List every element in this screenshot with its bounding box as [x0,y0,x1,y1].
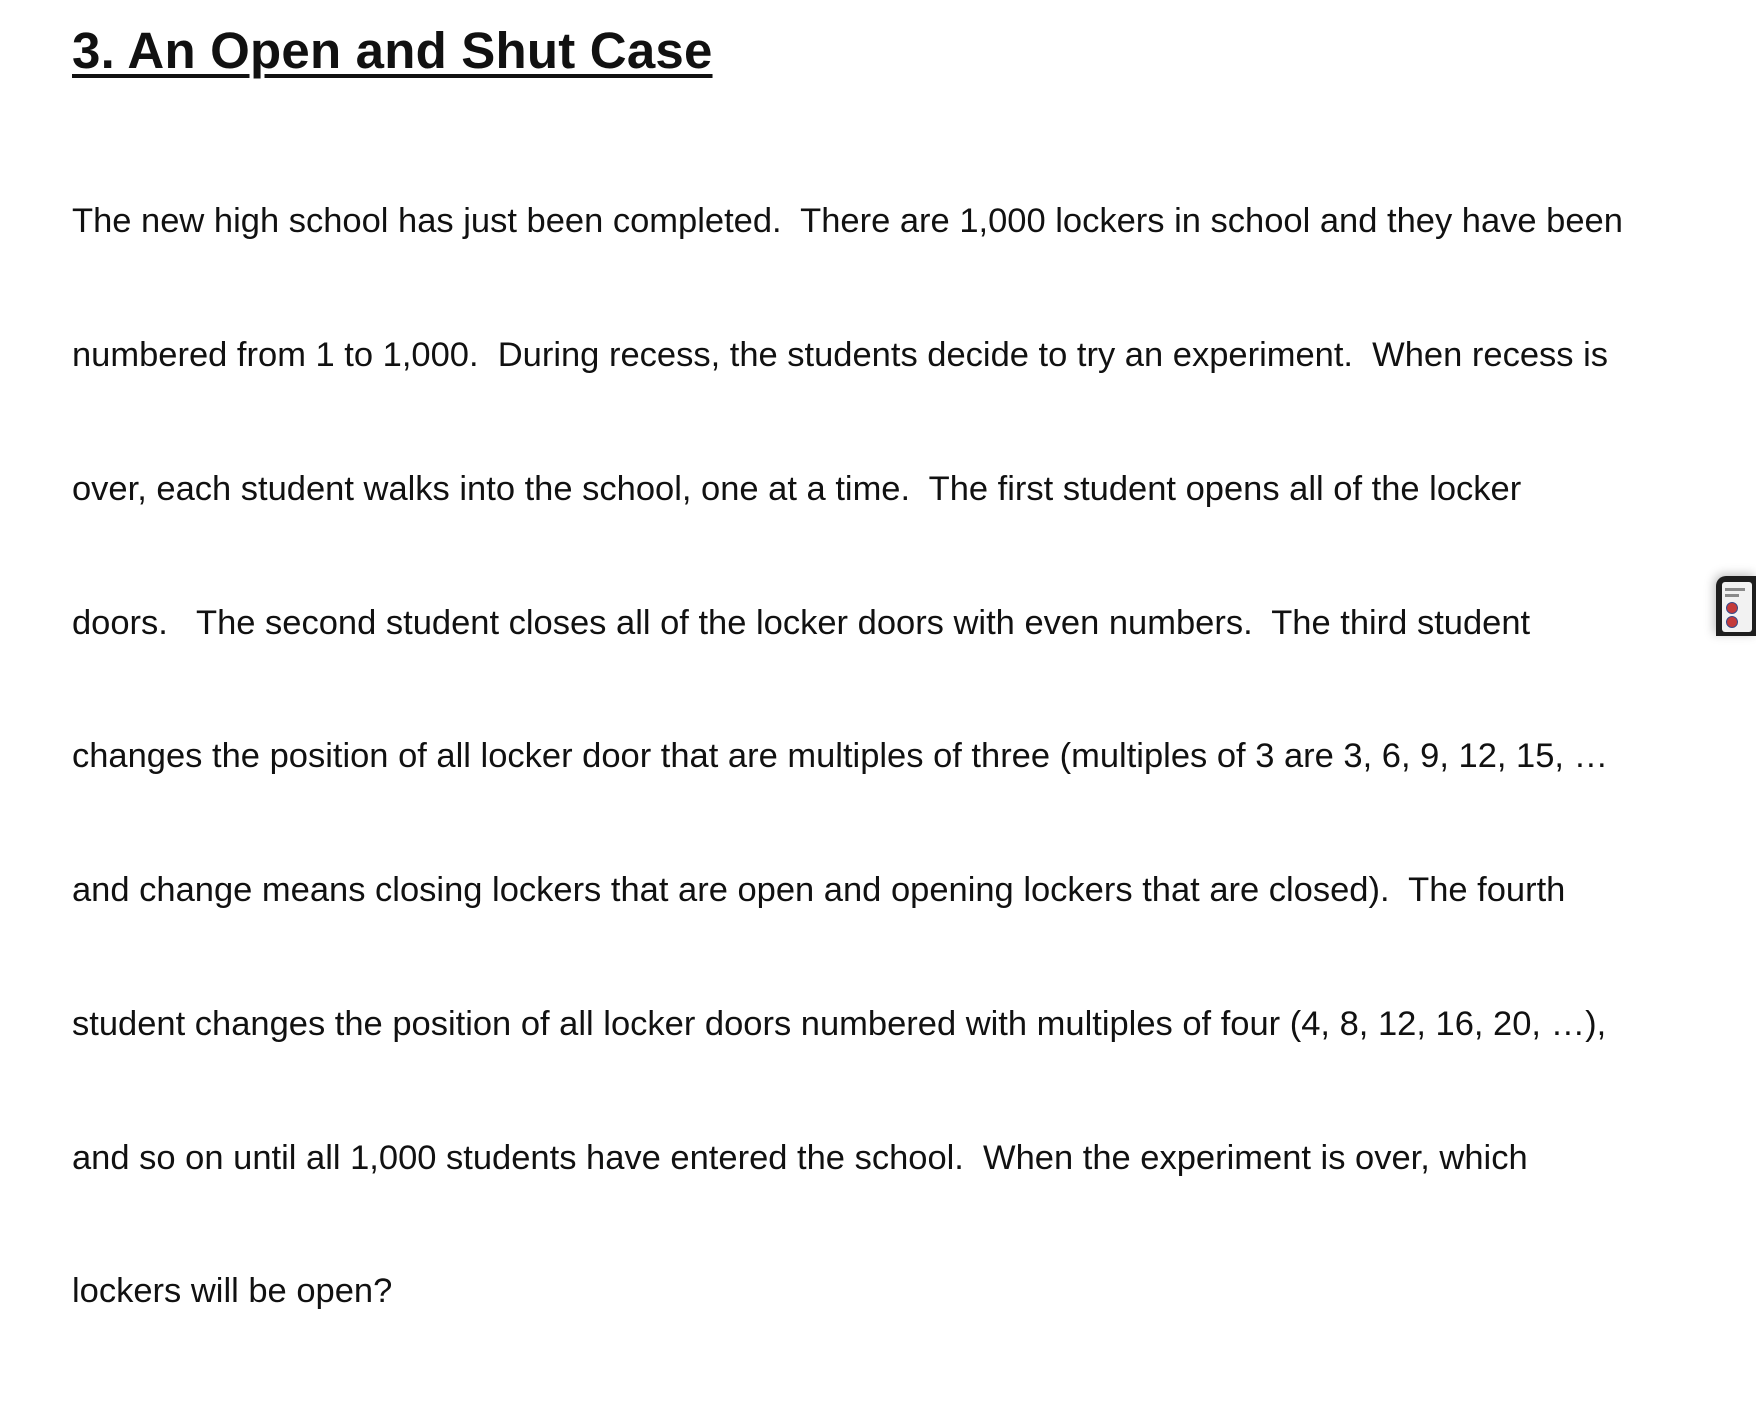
paragraph-line: over, each student walks into the school, one at a time. The first student opens all of the locker [72,469,1522,508]
paragraph-line: student changes the position of all locker doors numbered with multiples of four (4, 8, 12, 16, 20, …), [72,1004,1607,1043]
paragraph-line: lockers will be open? [72,1272,393,1311]
paragraph-line: and so on until all 1,000 students have entered the school. When the experiment is over, which [72,1138,1528,1177]
thumbnail-bar [1725,594,1739,597]
paragraph-line: changes the position of all locker door that are multiples of three (multiples of 3 are 3, 6, 9, 12, 15, … [72,737,1609,776]
thumbnail-bar [1725,588,1745,591]
paragraph-line: numbered from 1 to 1,000. During recess, the students decide to try an experiment. When recess is [72,335,1609,374]
paragraph-line: and change means closing lockers that are open and opening lockers that are closed). The fourth [72,871,1566,910]
paragraph-line: The new high school has just been completed. There are 1,000 lockers in school and they have been [72,202,1623,241]
paragraph-line: doors. The second student closes all of the locker doors with even numbers. The third student [72,603,1531,642]
thumbnail-badge-icon [1726,602,1738,614]
problem-paragraph [72,110,1722,1403]
page-title: 3. An Open and Shut Case [72,22,713,79]
thumbnail-badge-icon [1726,616,1738,628]
document [72,18,1712,1403]
window-thumbnail-icon[interactable] [1716,576,1756,636]
